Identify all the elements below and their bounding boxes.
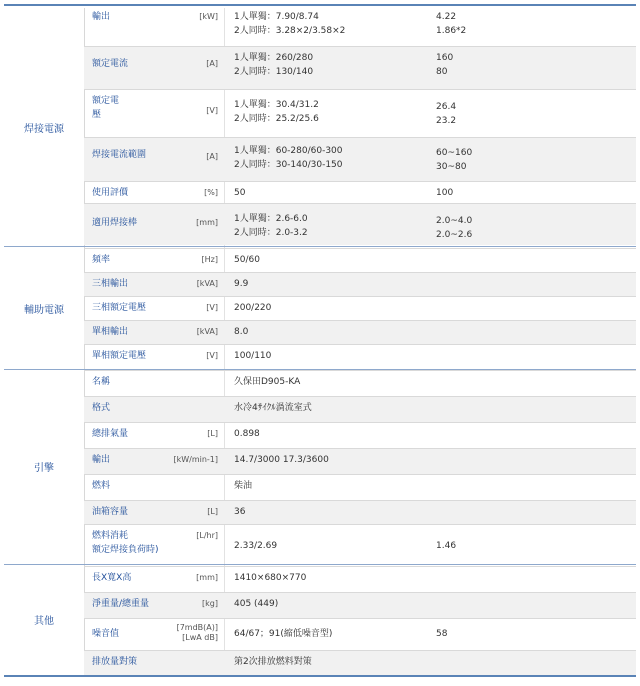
table-row [84,181,636,204]
spec-name: 名稱 [92,377,111,387]
spec-value: 14.7/3000 17.3/3600 [234,455,329,465]
section-label-aux-power [4,247,84,369]
table-row [84,296,636,321]
spec-value-alt: 1.46 [436,541,457,551]
spec-unit: [A] [206,152,218,161]
table-row [84,592,636,619]
table-row [84,248,636,273]
spec-unit: [V] [206,303,218,312]
spec-name: 額定電流 [92,59,129,69]
spec-value: 50 [234,188,246,198]
spec-unit: [V] [206,351,218,360]
spec-unit: [L] [207,507,218,516]
spec-value: 36 [234,507,246,517]
table-row [84,448,636,475]
spec-name: 輸出 [92,12,111,22]
section-label-text: 輔助電源 [24,304,64,316]
spec-value-alt: 160 80 [436,53,454,77]
table-row [84,6,636,46]
table-row [84,474,636,501]
spec-name: 燃料消耗 額定焊接負荷時) [92,531,159,555]
spec-value-alt: 100 [436,188,454,198]
spec-value: 第2次排放燃料對策 [234,657,312,667]
spec-name: 總排氣量 [92,429,129,439]
spec-name: 使用評價 [92,188,129,198]
table-row [84,370,636,397]
section-label-text: 焊接電源 [24,123,64,135]
spec-unit: [kg] [202,599,218,608]
spec-value: 50/60 [234,255,260,265]
section-label-engine [4,370,84,562]
spec-value-alt: 58 [436,629,448,639]
spec-unit: [A] [206,59,218,68]
spec-value: 1人單獨：2.6-6.0 2人同時：2.0-3.2 [234,214,308,238]
table-row [84,650,636,676]
spec-unit: [%] [204,188,218,197]
section-divider [4,246,636,247]
section-label-text: 引擎 [34,462,54,474]
spec-name: 長X寬X高 [92,573,132,583]
spec-name: 油箱容量 [92,507,129,517]
table-row [84,566,636,593]
spec-unit: [L/hr] [196,531,218,540]
section-label-other [4,562,84,677]
spec-value: 9.9 [234,279,249,289]
spec-name: 適用焊接棒 [92,218,138,228]
table-row [84,320,636,345]
spec-unit: [mm] [196,218,218,227]
spec-unit: [L] [207,429,218,438]
spec-name: 三相額定電壓 [92,303,147,313]
table-row [84,344,636,369]
spec-value: 1410×680×770 [234,573,307,583]
spec-name: 頻率 [92,255,111,265]
spec-unit: [kVA] [196,327,218,336]
spec-value-alt: 4.22 1.86*2 [436,12,467,36]
spec-value: 0.898 [234,429,260,439]
table-row [84,137,636,182]
spec-value: 柴油 [234,481,253,491]
spec-name: 三相輸出 [92,279,129,289]
section-label-text: 其他 [34,616,54,627]
spec-name: 淨重量/總重量 [92,599,150,609]
spec-value: 1人單獨：7.90/8.74 2人同時：3.28×2/3.58×2 [234,12,346,36]
section-label-welding-power [4,8,84,246]
spec-name: 格式 [92,403,111,413]
spec-unit: [V] [206,106,218,115]
spec-name: 單相額定電壓 [92,351,147,361]
table-row [84,396,636,423]
spec-name: 噪音值 [92,629,120,639]
spec-unit: [7mdB(A)] [LwA dB] [176,623,218,642]
spec-value: 久保田D905-KA [234,377,301,387]
spec-value: 1人單獨：30.4/31.2 2人同時：25.2/25.6 [234,100,319,124]
spec-value: 200/220 [234,303,272,313]
spec-value: 8.0 [234,327,249,337]
spec-name: 輸出 [92,455,111,465]
table-row [84,422,636,449]
spec-value: 405 (449) [234,599,279,609]
spec-value-alt: 2.0~4.0 2.0~2.6 [436,216,473,240]
spec-name: 單相輸出 [92,327,129,337]
spec-unit: [kW/min-1] [173,455,218,464]
table-row [84,272,636,297]
spec-unit: [kVA] [196,279,218,288]
table-row [84,618,636,651]
spec-value: 水冷4ｻｲｸﾙ渦流室式 [234,403,312,413]
spec-name: 排放量對策 [92,657,138,667]
spec-name: 燃料 [92,481,111,491]
table-bottom-border [4,675,636,677]
spec-table [4,4,636,677]
spec-unit: [kW] [199,12,218,21]
spec-value-alt: 26.4 23.2 [436,102,457,126]
table-row [84,203,636,245]
spec-value: 1人單獨：60-280/60-300 2人同時：30-140/30-150 [234,146,343,170]
table-row [84,46,636,90]
spec-value-alt: 60~160 30~80 [436,148,473,172]
spec-value: 1人單獨：260/280 2人同時：130/140 [234,53,314,77]
table-row [84,500,636,525]
spec-unit: [Hz] [201,255,218,264]
table-row [84,89,636,138]
table-row [84,524,636,565]
spec-value: 64/67；91(縮低噪音型) [234,629,333,639]
spec-value: 100/110 [234,351,272,361]
spec-unit: [mm] [196,573,218,582]
spec-value: 2.33/2.69 [234,541,278,551]
table-body [4,6,636,675]
section-divider [4,564,636,565]
spec-name: 額定電 壓 [92,96,120,120]
spec-name: 焊接電流範圍 [92,150,147,160]
